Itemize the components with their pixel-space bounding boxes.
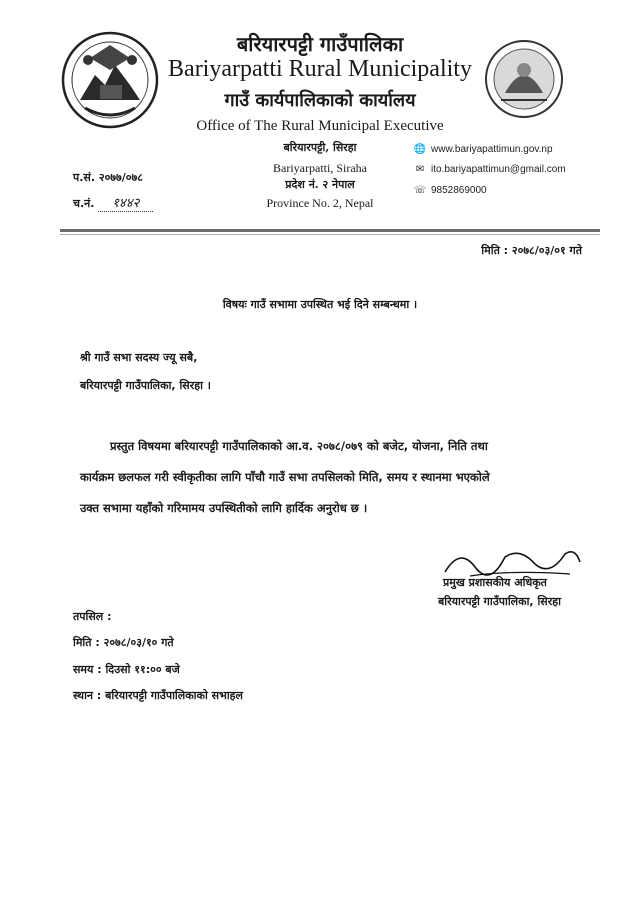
province-np: प्रदेश नं. २ नेपाल (285, 178, 355, 191)
subject-line: विषयः गाउँ सभामा उपस्थित भई दिने सम्बन्धमा । (222, 298, 418, 311)
details-venue: स्थान : बरियारपट्टी गाउँपालिकाको सभाहल (73, 689, 243, 702)
email-text: ito.bariyapattimun@gmail.com (431, 164, 566, 175)
office-name-np: गाउँ कार्यपालिकाको कार्यालय (224, 90, 416, 111)
details-date: मिति : २०७८/०३/१० गते (73, 636, 174, 649)
phone-row (413, 185, 487, 196)
website-text: www.bariyapattimun.gov.np (431, 144, 553, 155)
email-row (413, 164, 566, 175)
details-heading: तपसिल : (73, 610, 112, 623)
municipality-name-en: Bariyarpatti Rural Municipality (168, 56, 472, 82)
patra-sankhya: प.सं. २०७७/०७८ (73, 171, 143, 184)
details-time: समय : दिउसो ११:०० बजे (73, 663, 180, 676)
header-divider (60, 229, 600, 232)
phone-text: 9852869000 (431, 185, 487, 196)
body-line-1: प्रस्तुत विषयमा बरियारपट्टी गाउँपालिकाको आ.व. २०७८/०७९ को बजेट, योजना, निति तथा (110, 439, 488, 453)
signatory-title: प्रमुख प्रशासकीय अधिकृत (443, 576, 547, 589)
recipient-line-2: बरियारपट्टी गाउँपालिका, सिरहा । (80, 379, 211, 392)
globe-icon: 🌐 (413, 144, 427, 155)
recipient-line-1: श्री गाउँ सभा सदस्य ज्यू सबै, (80, 351, 198, 364)
chalani-number: १४४२ (98, 196, 153, 212)
envelope-icon: ✉ (415, 164, 425, 175)
phone-icon: ☏ (413, 185, 427, 196)
municipality-logo-icon (483, 38, 565, 120)
office-name-en: Office of The Rural Municipal Executive (196, 118, 444, 134)
address-np: बरियारपट्टी, सिरहा (283, 141, 357, 154)
header-divider-thin (60, 234, 600, 235)
body-line-3: उक्त सभामा यहाँको गरिमामय उपस्थितीको लागि हार्दिक अनुरोध छ । (80, 501, 368, 515)
municipality-name-np: बरियारपट्टी गाउँपालिका (236, 32, 404, 56)
chalani-row (73, 193, 153, 211)
address-en: Bariyarpatti, Siraha (273, 161, 367, 175)
chalani-label: च.नं. (73, 197, 95, 210)
letter-body (80, 431, 600, 524)
letter-date: मिति : २०७८/०३/०१ गते (481, 244, 582, 257)
signatory-office: बरियारपट्टी गाउँपालिका, सिरहा (438, 595, 561, 608)
website-row (413, 144, 553, 155)
province-en: Province No. 2, Nepal (266, 196, 374, 210)
body-line-2: कार्यक्रम छलफल गरी स्वीकृतीका लागि पाँचौ गाउँ सभा तपसिलको मिति, समय र स्थानमा भएकोले (80, 470, 490, 484)
